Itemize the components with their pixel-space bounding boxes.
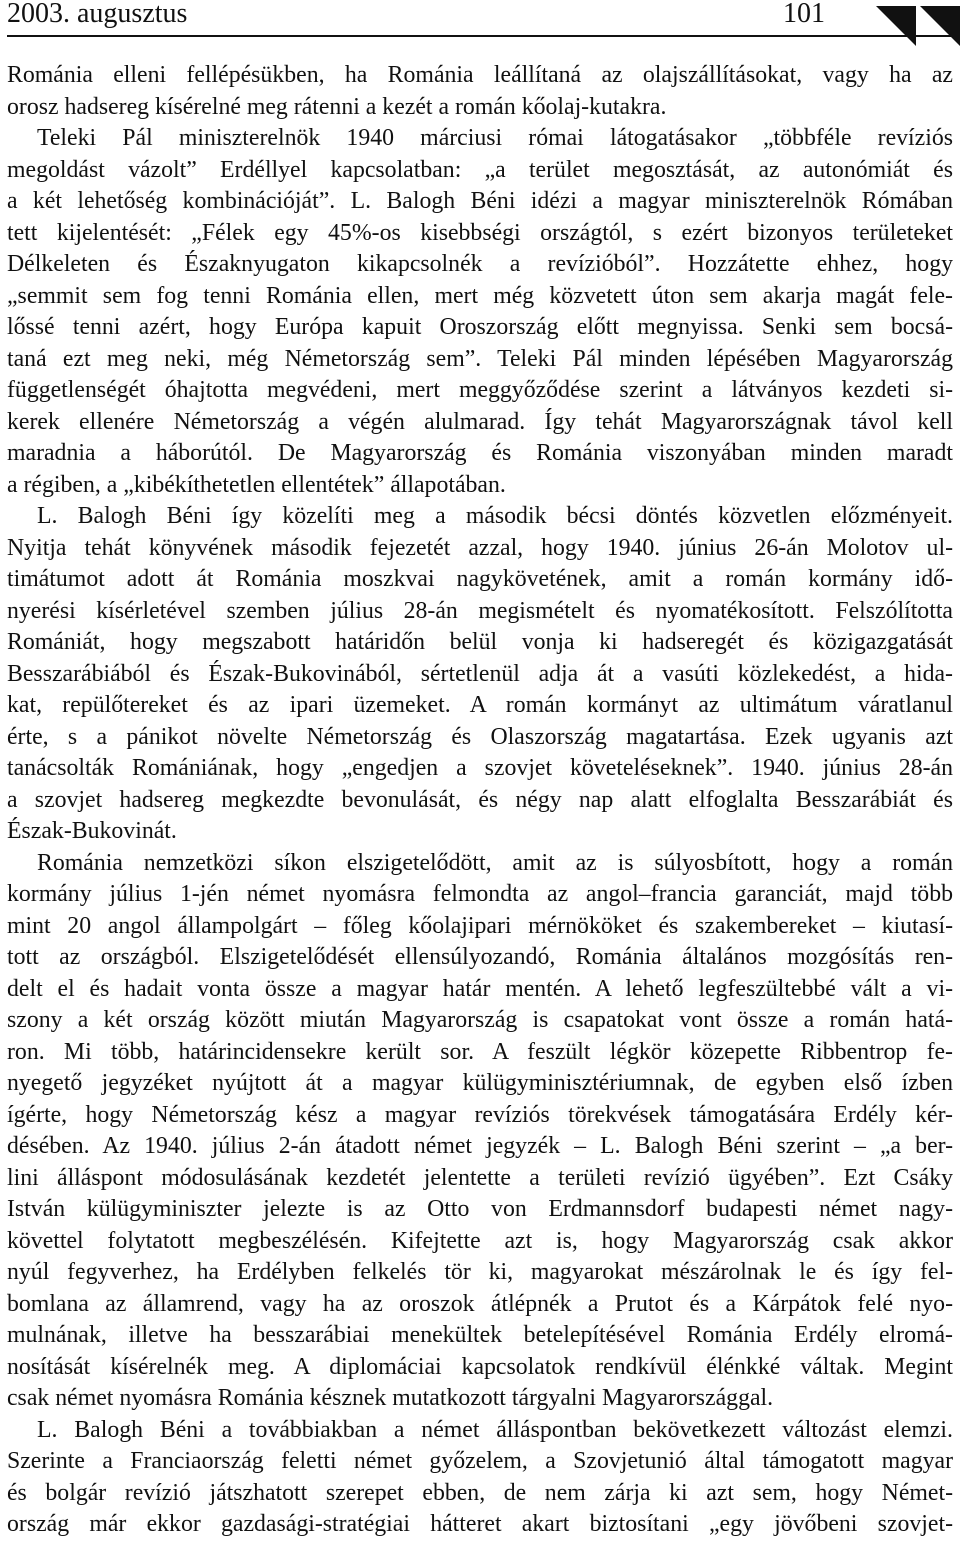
- text-line: Nyitja tehát könyvének második fejezetét azzal, hogy 1940. június 26-án Molotov ul-: [7, 534, 953, 561]
- text-line: tott az országból. Elszigetelődését ellensúlyozandó, Románia általános mozgósítás ren-: [7, 944, 953, 970]
- text-line: taná ezt meg neki, még Németország sem”. Teleki Pál minden lépésében Magyarország: [7, 345, 953, 372]
- text-line: maradnia a háborútól. De Magyarország és Románia viszonyában minden maradt: [7, 440, 953, 466]
- text-line: ígérte, hogy Németország kész a magyar revíziós törekvések támogatására Erdély kér-: [7, 1101, 953, 1128]
- text-line: timátumot adott át Románia moszkvai nagykövetének, amit a román kormány idő-: [7, 566, 953, 592]
- text-line: megoldást vázolt” Erdéllyel kapcsolatban: „a terület megosztását, az autonómiát és: [7, 156, 953, 183]
- text-line: delt el és hadait vonta össze a magyar határ mentén. A lehető legfeszültebbé vált a vi-: [7, 975, 953, 1002]
- text-line: Besszarábiából és Észak-Bukovinából, sértetlenül adja át a vasúti közlekedést, a hida-: [7, 660, 953, 687]
- text-line: nyegető jegyzéket nyújtott át a magyar külügyminisztériumnak, de egyben első ízben: [7, 1070, 953, 1096]
- text-line: kat, repülőtereket és az ipari üzemeket. A román kormányt az ultimátum váratlanul: [7, 692, 953, 718]
- header-rule: [7, 35, 960, 37]
- text-line: a szovjet hadsereg megkezdte bevonulását, és négy nap alatt elfoglalta Besszarábiát és: [7, 786, 953, 813]
- text-line: L. Balogh Béni a továbbiakban a német álláspontban bekövetkezett változást elemzi.: [37, 1416, 953, 1443]
- text-line: tett kijelentését: „Félek egy 45%-os kisebbségi országtól, s ezért bizonyos területeket: [7, 219, 953, 246]
- text-line: nyúl fegyverhez, ha Erdélyben felkelés tör ki, magyarokat mészárolnak le és így fel-: [7, 1259, 953, 1285]
- text-line: désében. Az 1940. július 2-án átadott német jegyzék – L. Balogh Béni szerint – „a ber-: [7, 1133, 953, 1159]
- text-line: L. Balogh Béni így közelíti meg a második bécsi döntés közvetlen előzményeit.: [37, 503, 953, 529]
- running-header-title: 2003. augusztus: [7, 0, 188, 29]
- text-line: érte, s a pánikot növelte Németország és Olaszország magatartása. Ezek ugyanis azt: [7, 723, 953, 750]
- text-line: lőssé tenni azért, hogy Európa kapuit Oroszország előtt megnyissa. Senki sem bocsá-: [7, 314, 953, 340]
- text-line: ron. Mi több, határincidensekre került sor. A feszült légkör közepette Ribbentrop fe-: [7, 1038, 953, 1065]
- text-line: a két lehetőség kombinációját”. L. Balogh Béni idézi a magyar miniszterelnök Rómában: [7, 188, 953, 214]
- text-line: lini álláspont módosulásának kezdetét jelentette a területi revízió ügyében”. Ezt Csáky: [7, 1164, 953, 1191]
- publisher-mark-icon: [868, 0, 960, 50]
- text-line: követtel folytatott megbeszélésén. Kifejtette azt is, hogy Magyarország csak akkor: [7, 1227, 953, 1254]
- text-line: bomlana az államrend, vagy ha az oroszok átlépnék a Prutot és a Kárpátok felé nyo-: [7, 1290, 953, 1317]
- body-text: [7, 60, 953, 1541]
- text-line: Romániát, hogy megszabott határidőn belül vonja ki hadseregét és közigazgatását: [7, 629, 953, 655]
- text-line: István külügyminiszter jelezte is az Otto von Erdmannsdorf budapesti német nagy-: [7, 1196, 953, 1222]
- text-line: Észak-Bukovinát.: [7, 818, 177, 844]
- text-line: orosz hadsereg kísérelné meg rátenni a kezét a román kőolaj-kutakra.: [7, 93, 667, 120]
- page-number: 101: [783, 0, 825, 29]
- text-line: nosítását kísérelnék meg. A diplomáciai kapcsolatok rendkívül élénkké váltak. Megint: [7, 1353, 953, 1380]
- text-line: ország már ekkor gazdasági-stratégiai hátteret akart biztosítani „egy jövőbeni szovjet-: [7, 1511, 953, 1537]
- text-line: és bolgár revízió játszhatott szerepet ebben, de nem zárja ki azt sem, hogy Német-: [7, 1479, 953, 1506]
- text-line: Románia nemzetközi síkon elszigetelődött, amit az is súlyosbított, hogy a román: [37, 849, 953, 876]
- text-line: mulnának, illetve ha besszarábiai menekültek betelepítésével Románia Erdély elromá-: [7, 1322, 953, 1348]
- text-line: csak német nyomásra Románia késznek mutatkozott tárgyalni Magyarországgal.: [7, 1385, 774, 1411]
- text-line: nyerési kísérletével szemben július 28-án megismételt és nyomatékosított. Felszólította: [7, 597, 953, 624]
- text-line: a régiben, a „kibékíthetetlen ellentétek” állapotában.: [7, 471, 506, 498]
- text-line: kerek ellenére Németország a végén alulmarad. Így tehát Magyarországnak távol kell: [7, 408, 953, 435]
- text-line: „semmit sem fog tenni Románia ellen, mert még közvetett úton sem akarja magát fele-: [7, 282, 953, 309]
- text-line: tanácsolták Romániának, hogy „engedjen a szovjet követeléseknek”. 1940. június 28-án: [7, 755, 953, 781]
- text-line: függetlenségét óhajtotta megvédeni, mert meggyőződése szerint a látványos kezdeti si-: [7, 377, 953, 403]
- text-line: Szerinte a Franciaország feletti német győzelem, a Szovjetunió által támogatott magyar: [7, 1448, 953, 1474]
- text-line: szony a két ország között miután Magyarország is csapatokat vont össze a román hatá-: [7, 1007, 953, 1033]
- text-line: mint 20 angol állampolgárt – főleg kőolajipari mérnököket és szakembereket – kiutasí-: [7, 912, 953, 939]
- text-line: kormány július 1-jén német nyomásra felmondta az angol–francia garanciát, majd több: [7, 881, 953, 907]
- text-line: Délkeleten és Északnyugaton kikapcsolnék a revízióból”. Hozzátette ehhez, hogy: [7, 251, 953, 277]
- text-line: Teleki Pál miniszterelnök 1940 márciusi római látogatásakor „többféle revíziós: [37, 125, 953, 151]
- text-line: Románia elleni fellépésükben, ha Románia leállítaná az olajszállításokat, vagy ha az: [7, 62, 953, 88]
